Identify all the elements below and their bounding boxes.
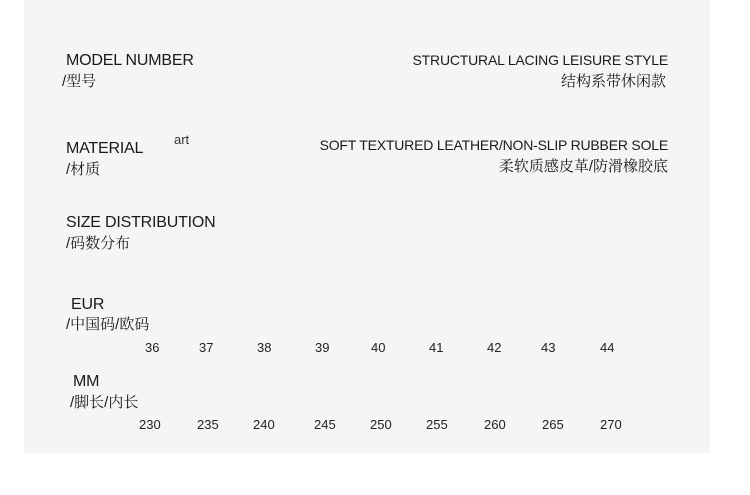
mm-length: 235 (197, 417, 219, 432)
material-label-cn: /材质 (66, 161, 101, 178)
material-value-cn: 柔软质感皮革/防滑橡胶底 (498, 158, 668, 175)
mm-length: 245 (314, 417, 336, 432)
material-note: art (174, 132, 190, 147)
mm-label-cn: /脚长/内长 (70, 394, 139, 411)
size-distribution-label: SIZE DISTRIBUTION (66, 214, 216, 231)
size-distribution-label-cn: /码数分布 (66, 235, 131, 252)
eur-size: 41 (429, 340, 444, 355)
mm-length: 240 (253, 417, 275, 432)
eur-label-cn: /中国码/欧码 (66, 316, 150, 333)
model-number-label-cn: /型号 (62, 73, 97, 90)
eur-size: 44 (600, 340, 615, 355)
mm-length: 260 (484, 417, 506, 432)
eur-size: 38 (257, 340, 272, 355)
mm-length: 270 (600, 417, 622, 432)
model-number-label: MODEL NUMBER (66, 52, 194, 69)
mm-length: 255 (426, 417, 448, 432)
mm-length: 265 (542, 417, 564, 432)
eur-size: 36 (145, 340, 160, 355)
model-number-value-cn: 结构系带休闲款 (560, 73, 666, 90)
model-number-value: STRUCTURAL LACING LEISURE STYLE (412, 52, 668, 68)
eur-size: 43 (541, 340, 556, 355)
mm-length: 250 (370, 417, 392, 432)
eur-size: 37 (199, 340, 214, 355)
material-label: MATERIAL (66, 140, 144, 157)
eur-size: 39 (315, 340, 330, 355)
mm-length: 230 (139, 417, 161, 432)
eur-size: 42 (487, 340, 502, 355)
eur-size: 40 (371, 340, 386, 355)
eur-label: EUR (71, 296, 105, 313)
material-value: SOFT TEXTURED LEATHER/NON-SLIP RUBBER SOLE (319, 137, 668, 153)
mm-label: MM (73, 373, 100, 390)
